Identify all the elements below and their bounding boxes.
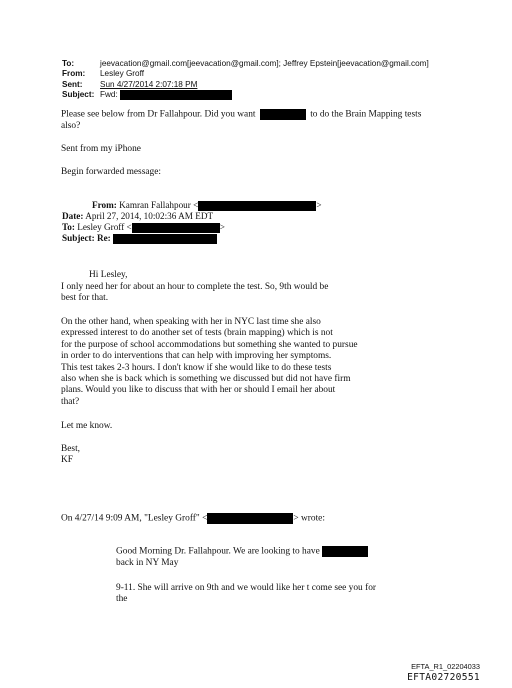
forwarded-to-label: To: bbox=[62, 222, 75, 232]
reply-p2-line: This test takes 2-3 hours. I don't know if she would like to do these tests bbox=[61, 362, 332, 373]
redaction-block bbox=[113, 234, 217, 244]
forwarded-from-close: > bbox=[316, 200, 322, 210]
forwarded-from-label: From: bbox=[92, 200, 117, 210]
sign-off bbox=[61, 444, 80, 467]
kf-line: KF bbox=[61, 455, 73, 466]
email-header bbox=[62, 59, 429, 101]
redaction-block bbox=[132, 223, 220, 233]
quoted-message-2 bbox=[116, 583, 376, 606]
reply-p2-line: that? bbox=[61, 396, 80, 407]
on-wrote-line bbox=[61, 513, 325, 525]
from-label: From: bbox=[62, 69, 86, 79]
reply-p1-line: best for that. bbox=[61, 293, 109, 304]
forwarded-subject-value: Re: bbox=[96, 233, 111, 243]
bates-stamp-r1: EFTA_R1_02204033 bbox=[411, 662, 480, 671]
forwarded-to-value: Lesley Groff < bbox=[77, 222, 132, 232]
reply-p2-line: for the purpose of school accommodations but something she wanted to pursue bbox=[61, 339, 358, 350]
reply-p2-line: expressed interest to do another set of tests (brain mapping) which is not bbox=[61, 328, 333, 339]
let-me-know: Let me know. bbox=[61, 421, 113, 431]
bates-stamp: EFTA02720551 bbox=[407, 672, 480, 683]
redaction-block bbox=[207, 513, 293, 524]
forwarded-date-label: Date: bbox=[62, 211, 84, 221]
forwarded-subject-label: Subject: bbox=[62, 233, 95, 243]
forwarded-to-close: > bbox=[219, 222, 225, 232]
reply-p2-line: also when she is back which is something we discussed but did not have firm bbox=[61, 374, 351, 385]
sent-value: Sun 4/27/2014 2:07:18 PM bbox=[100, 79, 198, 89]
begin-forwarded-line: Begin forwarded message: bbox=[61, 167, 161, 177]
reply-p2-line: On the other hand, when speaking with her in NYC last time she also bbox=[61, 317, 321, 327]
from-value: Lesley Groff bbox=[100, 69, 144, 79]
header-from-row bbox=[62, 69, 429, 79]
subject-value: Fwd: bbox=[100, 90, 118, 100]
quoted-message bbox=[116, 546, 368, 569]
best-line: Best, bbox=[61, 444, 81, 454]
reply-p1-line: I only need her for about an hour to complete the test. So, 9th would be bbox=[61, 282, 329, 292]
reply-paragraph-1 bbox=[61, 282, 328, 305]
forwarded-to-row bbox=[62, 222, 322, 233]
intro-line-1-pre: Please see below from Dr Fallahpour. Did you want bbox=[61, 109, 256, 120]
quoted-line-1: Good Morning Dr. Fallahpour. We are looking to have bbox=[116, 546, 320, 557]
on-wrote-pre: On 4/27/14 9:09 AM, "Lesley Groff" < bbox=[61, 513, 208, 524]
intro-line-2: also? bbox=[61, 121, 81, 132]
header-to-row bbox=[62, 59, 429, 69]
forwarded-header bbox=[62, 200, 322, 244]
greeting: Hi Lesley, bbox=[89, 270, 128, 280]
subject-label: Subject: bbox=[62, 90, 95, 100]
redaction-block bbox=[120, 90, 232, 100]
header-subject-row bbox=[62, 90, 429, 100]
forwarded-from-row bbox=[62, 200, 322, 211]
on-wrote-post: > wrote: bbox=[293, 513, 325, 524]
forwarded-date-value: April 27, 2014, 10:02:36 AM EDT bbox=[85, 211, 214, 221]
forwarded-from-value: Kamran Fallahpour < bbox=[119, 200, 199, 210]
reply-paragraph-2 bbox=[61, 317, 358, 408]
quoted-line-2: back in NY May bbox=[116, 558, 179, 569]
forwarded-date-row bbox=[62, 211, 322, 222]
reply-p2-line: plans. Would you like to discuss that with her or should I email her about bbox=[61, 385, 336, 396]
quoted-line-3: 9-11. She will arrive on 9th and we would like her t come see you for bbox=[116, 583, 377, 593]
sent-label: Sent: bbox=[62, 79, 83, 89]
intro-line-1-post: to do the Brain Mapping tests bbox=[310, 109, 422, 120]
to-label: To: bbox=[62, 59, 75, 68]
intro-paragraph bbox=[61, 109, 421, 132]
redaction-block bbox=[322, 546, 368, 557]
redaction-block bbox=[260, 109, 306, 120]
to-value: jeevacation@gmail.com[jeevacation@gmail.com]; Jeffrey Epstein[jeevacation@gmail.com] bbox=[100, 59, 429, 68]
redaction-block bbox=[198, 201, 316, 211]
sent-from-line: Sent from my iPhone bbox=[61, 144, 141, 154]
forwarded-subject-row bbox=[62, 233, 322, 244]
header-sent-row bbox=[62, 80, 429, 90]
quoted-line-4: the bbox=[116, 594, 128, 605]
reply-p2-line: in order to do interventions that can help with improving her symptoms. bbox=[61, 351, 332, 362]
